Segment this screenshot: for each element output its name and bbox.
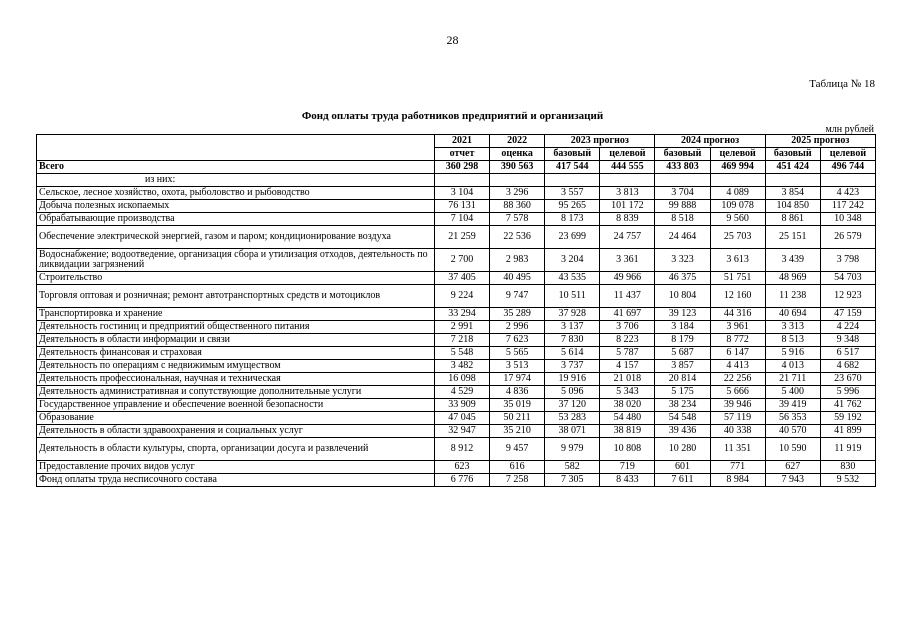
value-cell: 8 772 bbox=[710, 334, 765, 347]
value-cell: 7 830 bbox=[545, 334, 600, 347]
value-cell: 5 565 bbox=[490, 347, 545, 360]
header-2023-tselevoy: целевой bbox=[600, 148, 655, 161]
value-cell: 49 966 bbox=[600, 272, 655, 285]
value-cell: 53 283 bbox=[545, 412, 600, 425]
value-cell: 7 623 bbox=[490, 334, 545, 347]
value-cell: 5 096 bbox=[545, 386, 600, 399]
value-cell: 40 694 bbox=[765, 308, 820, 321]
value-cell: 41 697 bbox=[600, 308, 655, 321]
value-cell: 56 353 bbox=[765, 412, 820, 425]
value-cell: 59 192 bbox=[820, 412, 875, 425]
value-cell: 11 437 bbox=[600, 285, 655, 308]
value-cell: 19 916 bbox=[545, 373, 600, 386]
row-label: Водоснабжение; водоотведение, организация сбора и утилизация отходов, деятельность по ликвидации загрязнений bbox=[37, 249, 435, 272]
value-cell: 2 983 bbox=[490, 249, 545, 272]
value-cell: 771 bbox=[710, 461, 765, 474]
value-cell bbox=[600, 174, 655, 187]
value-cell: 10 804 bbox=[655, 285, 710, 308]
value-cell: 26 579 bbox=[820, 226, 875, 249]
value-cell: 627 bbox=[765, 461, 820, 474]
value-cell: 830 bbox=[820, 461, 875, 474]
value-cell: 57 119 bbox=[710, 412, 765, 425]
value-cell: 109 078 bbox=[710, 200, 765, 213]
value-cell: 8 861 bbox=[765, 213, 820, 226]
header-year-2024: 2024 прогноз bbox=[655, 135, 765, 148]
value-cell: 47 159 bbox=[820, 308, 875, 321]
value-cell: 7 218 bbox=[434, 334, 489, 347]
value-cell: 4 423 bbox=[820, 187, 875, 200]
row-label: Фонд оплаты труда несписочного состава bbox=[37, 474, 435, 487]
payroll-fund-table bbox=[36, 134, 876, 487]
value-cell: 6 776 bbox=[434, 474, 489, 487]
value-cell: 40 570 bbox=[765, 425, 820, 438]
value-cell: 4 836 bbox=[490, 386, 545, 399]
value-cell: 3 204 bbox=[545, 249, 600, 272]
value-cell: 496 744 bbox=[820, 161, 875, 174]
value-cell: 43 535 bbox=[545, 272, 600, 285]
value-cell: 44 316 bbox=[710, 308, 765, 321]
value-cell: 8 433 bbox=[600, 474, 655, 487]
row-label: из них: bbox=[37, 174, 435, 187]
value-cell: 3 482 bbox=[434, 360, 489, 373]
value-cell: 47 045 bbox=[434, 412, 489, 425]
value-cell: 469 994 bbox=[710, 161, 765, 174]
value-cell: 11 351 bbox=[710, 438, 765, 461]
value-cell: 433 803 bbox=[655, 161, 710, 174]
header-otchet: отчет bbox=[434, 148, 489, 161]
value-cell: 88 360 bbox=[490, 200, 545, 213]
header-year-2022: 2022 bbox=[490, 135, 545, 148]
row-label: Государственное управление и обеспечение военной безопасности bbox=[37, 399, 435, 412]
table-row bbox=[37, 187, 876, 200]
value-cell: 35 019 bbox=[490, 399, 545, 412]
table-row bbox=[37, 474, 876, 487]
table-row bbox=[37, 347, 876, 360]
table-row bbox=[37, 272, 876, 285]
value-cell: 8 518 bbox=[655, 213, 710, 226]
value-cell: 8 173 bbox=[545, 213, 600, 226]
value-cell: 39 946 bbox=[710, 399, 765, 412]
table-row-total bbox=[37, 161, 876, 174]
value-cell: 21 259 bbox=[434, 226, 489, 249]
value-cell: 3 296 bbox=[490, 187, 545, 200]
value-cell: 41 899 bbox=[820, 425, 875, 438]
table-row bbox=[37, 360, 876, 373]
value-cell: 5 787 bbox=[600, 347, 655, 360]
value-cell bbox=[434, 174, 489, 187]
value-cell: 9 560 bbox=[710, 213, 765, 226]
value-cell: 16 098 bbox=[434, 373, 489, 386]
value-cell: 22 256 bbox=[710, 373, 765, 386]
value-cell: 24 757 bbox=[600, 226, 655, 249]
value-cell: 7 305 bbox=[545, 474, 600, 487]
value-cell: 54 548 bbox=[655, 412, 710, 425]
value-cell: 3 706 bbox=[600, 321, 655, 334]
value-cell: 360 298 bbox=[434, 161, 489, 174]
table-row bbox=[37, 334, 876, 347]
value-cell: 41 762 bbox=[820, 399, 875, 412]
value-cell: 7 104 bbox=[434, 213, 489, 226]
value-cell: 9 979 bbox=[545, 438, 600, 461]
value-cell: 25 703 bbox=[710, 226, 765, 249]
value-cell: 3 854 bbox=[765, 187, 820, 200]
value-cell: 3 857 bbox=[655, 360, 710, 373]
value-cell: 719 bbox=[600, 461, 655, 474]
value-cell: 11 919 bbox=[820, 438, 875, 461]
page-number: 28 bbox=[446, 33, 459, 47]
value-cell: 104 850 bbox=[765, 200, 820, 213]
value-cell: 20 814 bbox=[655, 373, 710, 386]
table-row bbox=[37, 461, 876, 474]
value-cell: 7 578 bbox=[490, 213, 545, 226]
table-label: Таблица № 18 bbox=[809, 78, 875, 90]
value-cell: 8 984 bbox=[710, 474, 765, 487]
value-cell: 5 996 bbox=[820, 386, 875, 399]
row-label: Образование bbox=[37, 412, 435, 425]
value-cell: 117 242 bbox=[820, 200, 875, 213]
value-cell: 10 280 bbox=[655, 438, 710, 461]
row-label: Деятельность административная и сопутствующие дополнительные услуги bbox=[37, 386, 435, 399]
value-cell: 54 480 bbox=[600, 412, 655, 425]
value-cell bbox=[820, 174, 875, 187]
value-cell: 4 529 bbox=[434, 386, 489, 399]
value-cell: 3 737 bbox=[545, 360, 600, 373]
value-cell: 51 751 bbox=[710, 272, 765, 285]
value-cell: 9 348 bbox=[820, 334, 875, 347]
value-cell: 9 224 bbox=[434, 285, 489, 308]
row-label: Деятельность в области информации и связи bbox=[37, 334, 435, 347]
table-row bbox=[37, 412, 876, 425]
value-cell: 12 160 bbox=[710, 285, 765, 308]
header-year-2025: 2025 прогноз bbox=[765, 135, 875, 148]
value-cell: 33 294 bbox=[434, 308, 489, 321]
value-cell: 12 923 bbox=[820, 285, 875, 308]
table-row bbox=[37, 226, 876, 249]
table-row bbox=[37, 373, 876, 386]
value-cell: 38 234 bbox=[655, 399, 710, 412]
value-cell: 38 020 bbox=[600, 399, 655, 412]
value-cell: 9 457 bbox=[490, 438, 545, 461]
value-cell: 37 120 bbox=[545, 399, 600, 412]
value-cell: 10 511 bbox=[545, 285, 600, 308]
row-label: Торговля оптовая и розничная; ремонт автотранспортных средств и мотоциклов bbox=[37, 285, 435, 308]
value-cell: 4 013 bbox=[765, 360, 820, 373]
value-cell: 37 928 bbox=[545, 308, 600, 321]
value-cell: 3 137 bbox=[545, 321, 600, 334]
table-row bbox=[37, 321, 876, 334]
value-cell: 39 419 bbox=[765, 399, 820, 412]
table-row bbox=[37, 249, 876, 272]
value-cell: 3 557 bbox=[545, 187, 600, 200]
value-cell: 54 703 bbox=[820, 272, 875, 285]
value-cell: 32 947 bbox=[434, 425, 489, 438]
value-cell: 23 699 bbox=[545, 226, 600, 249]
value-cell: 601 bbox=[655, 461, 710, 474]
table-row bbox=[37, 438, 876, 461]
value-cell: 3 439 bbox=[765, 249, 820, 272]
table-row bbox=[37, 386, 876, 399]
value-cell: 21 018 bbox=[600, 373, 655, 386]
row-label: Деятельность в области здравоохранения и социальных услуг bbox=[37, 425, 435, 438]
value-cell: 8 513 bbox=[765, 334, 820, 347]
row-label: Транспортировка и хранение bbox=[37, 308, 435, 321]
value-cell: 6 147 bbox=[710, 347, 765, 360]
value-cell: 6 517 bbox=[820, 347, 875, 360]
row-label: Всего bbox=[37, 161, 435, 174]
table-row-subheader bbox=[37, 174, 876, 187]
value-cell: 3 323 bbox=[655, 249, 710, 272]
value-cell: 95 265 bbox=[545, 200, 600, 213]
value-cell: 582 bbox=[545, 461, 600, 474]
value-cell: 5 916 bbox=[765, 347, 820, 360]
header-2024-tselevoy: целевой bbox=[710, 148, 765, 161]
row-label: Обрабатывающие производства bbox=[37, 213, 435, 226]
value-cell: 8 179 bbox=[655, 334, 710, 347]
value-cell: 623 bbox=[434, 461, 489, 474]
value-cell: 22 536 bbox=[490, 226, 545, 249]
value-cell: 5 175 bbox=[655, 386, 710, 399]
value-cell: 3 613 bbox=[710, 249, 765, 272]
value-cell: 5 343 bbox=[600, 386, 655, 399]
value-cell: 2 996 bbox=[490, 321, 545, 334]
value-cell: 4 413 bbox=[710, 360, 765, 373]
value-cell: 5 666 bbox=[710, 386, 765, 399]
value-cell: 2 700 bbox=[434, 249, 489, 272]
row-label: Предоставление прочих видов услуг bbox=[37, 461, 435, 474]
table-row bbox=[37, 399, 876, 412]
value-cell: 451 424 bbox=[765, 161, 820, 174]
value-cell: 10 590 bbox=[765, 438, 820, 461]
value-cell bbox=[490, 174, 545, 187]
row-label: Обеспечение электрической энергией, газом и паром; кондиционирование воздуха bbox=[37, 226, 435, 249]
header-2025-bazovyy: базовый bbox=[765, 148, 820, 161]
value-cell: 3 798 bbox=[820, 249, 875, 272]
units-label: млн рублей bbox=[825, 124, 874, 135]
value-cell: 23 670 bbox=[820, 373, 875, 386]
value-cell: 11 238 bbox=[765, 285, 820, 308]
value-cell: 7 258 bbox=[490, 474, 545, 487]
value-cell: 3 961 bbox=[710, 321, 765, 334]
row-label: Деятельность по операциям с недвижимым имуществом bbox=[37, 360, 435, 373]
value-cell: 3 361 bbox=[600, 249, 655, 272]
table-row bbox=[37, 200, 876, 213]
value-cell: 9 532 bbox=[820, 474, 875, 487]
value-cell: 5 548 bbox=[434, 347, 489, 360]
header-otsenka: оценка bbox=[490, 148, 545, 161]
value-cell: 3 184 bbox=[655, 321, 710, 334]
value-cell bbox=[655, 174, 710, 187]
value-cell: 8 839 bbox=[600, 213, 655, 226]
value-cell: 25 151 bbox=[765, 226, 820, 249]
value-cell: 99 888 bbox=[655, 200, 710, 213]
value-cell: 2 991 bbox=[434, 321, 489, 334]
value-cell: 5 400 bbox=[765, 386, 820, 399]
value-cell: 5 614 bbox=[545, 347, 600, 360]
value-cell: 4 157 bbox=[600, 360, 655, 373]
value-cell: 76 131 bbox=[434, 200, 489, 213]
header-year-2021: 2021 bbox=[434, 135, 489, 148]
value-cell: 33 909 bbox=[434, 399, 489, 412]
value-cell: 7 943 bbox=[765, 474, 820, 487]
table-row bbox=[37, 308, 876, 321]
value-cell: 616 bbox=[490, 461, 545, 474]
value-cell: 17 974 bbox=[490, 373, 545, 386]
value-cell bbox=[710, 174, 765, 187]
value-cell: 48 969 bbox=[765, 272, 820, 285]
header-2025-tselevoy: целевой bbox=[820, 148, 875, 161]
header-indicator-cell bbox=[37, 135, 435, 161]
row-label: Строительство bbox=[37, 272, 435, 285]
value-cell: 38 071 bbox=[545, 425, 600, 438]
value-cell: 9 747 bbox=[490, 285, 545, 308]
value-cell: 38 819 bbox=[600, 425, 655, 438]
value-cell: 40 495 bbox=[490, 272, 545, 285]
table-row bbox=[37, 285, 876, 308]
table-row bbox=[37, 425, 876, 438]
value-cell: 3 104 bbox=[434, 187, 489, 200]
value-cell: 10 808 bbox=[600, 438, 655, 461]
value-cell: 40 338 bbox=[710, 425, 765, 438]
value-cell: 390 563 bbox=[490, 161, 545, 174]
row-label: Сельское, лесное хозяйство, охота, рыболовство и рыбоводство bbox=[37, 187, 435, 200]
row-label: Деятельность гостиниц и предприятий общественного питания bbox=[37, 321, 435, 334]
value-cell: 3 513 bbox=[490, 360, 545, 373]
row-label: Деятельность в области культуры, спорта, организации досуга и развлечений bbox=[37, 438, 435, 461]
value-cell: 8 912 bbox=[434, 438, 489, 461]
value-cell: 5 687 bbox=[655, 347, 710, 360]
value-cell: 4 224 bbox=[820, 321, 875, 334]
header-2023-bazovyy: базовый bbox=[545, 148, 600, 161]
row-label: Деятельность финансовая и страховая bbox=[37, 347, 435, 360]
value-cell: 3 704 bbox=[655, 187, 710, 200]
header-year-2023: 2023 прогноз bbox=[545, 135, 655, 148]
value-cell: 35 289 bbox=[490, 308, 545, 321]
table-body bbox=[37, 161, 876, 487]
value-cell bbox=[545, 174, 600, 187]
value-cell: 3 313 bbox=[765, 321, 820, 334]
value-cell: 46 375 bbox=[655, 272, 710, 285]
value-cell: 50 211 bbox=[490, 412, 545, 425]
value-cell: 39 123 bbox=[655, 308, 710, 321]
value-cell: 7 611 bbox=[655, 474, 710, 487]
value-cell: 3 813 bbox=[600, 187, 655, 200]
value-cell: 39 436 bbox=[655, 425, 710, 438]
value-cell bbox=[765, 174, 820, 187]
value-cell: 21 711 bbox=[765, 373, 820, 386]
value-cell: 417 544 bbox=[545, 161, 600, 174]
table-row bbox=[37, 213, 876, 226]
value-cell: 4 682 bbox=[820, 360, 875, 373]
value-cell: 10 348 bbox=[820, 213, 875, 226]
row-label: Добыча полезных ископаемых bbox=[37, 200, 435, 213]
value-cell: 4 089 bbox=[710, 187, 765, 200]
value-cell: 444 555 bbox=[600, 161, 655, 174]
value-cell: 24 464 bbox=[655, 226, 710, 249]
value-cell: 35 210 bbox=[490, 425, 545, 438]
value-cell: 37 405 bbox=[434, 272, 489, 285]
value-cell: 8 223 bbox=[600, 334, 655, 347]
table-title: Фонд оплаты труда работников предприятий и организаций bbox=[301, 110, 604, 122]
header-2024-bazovyy: базовый bbox=[655, 148, 710, 161]
value-cell: 101 172 bbox=[600, 200, 655, 213]
row-label: Деятельность профессиональная, научная и техническая bbox=[37, 373, 435, 386]
